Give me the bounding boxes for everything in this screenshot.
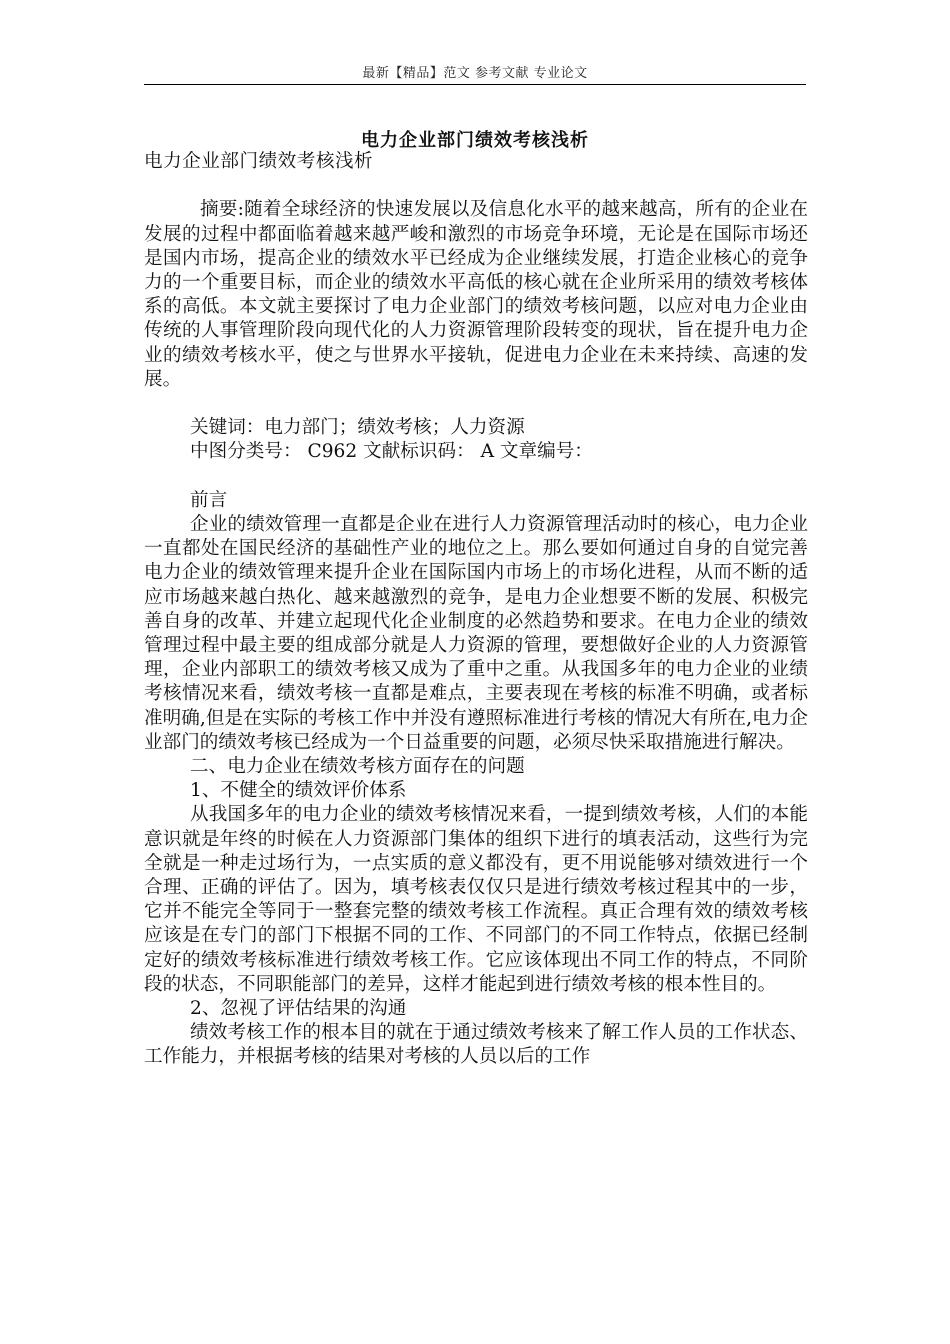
spacer	[144, 392, 808, 416]
preface-paragraph: 企业的绩效管理一直都是企业在进行人力资源管理活动时的核心，电力企业一直都处在国民经济的基础性产业的地位之上。那么要如何通过自身的自觉完善电力企业的绩效管理来提升企业在国际国内市场上的市场化进程，从而不断的适应市场越来越白热化、越来越激烈的竞争，是电力企业想要不断的发展、积极完善自身的改革、并建立起现代化企业制度的必然趋势和要求。在电力企业的绩效管理过程中最主要的组成部分就是人力资源的管理，要想做好企业的人力资源管理，企业内部职工的绩效考核又成为了重中之重。从我国多年的电力企业的业绩考核情况来看，绩效考核一直都是难点，主要表现在考核的标准不明确，或者标准明确,但是在实际的考核工作中并没有遵照标准进行考核的情况大有所在,电力企业部门的绩效考核已经成为一个日益重要的问题，必须尽快采取措施进行解决。	[144, 514, 808, 753]
keywords-line: 关键词：电力部门；绩效考核；人力资源	[190, 417, 525, 439]
section-2-heading: 二、电力企业在绩效考核方面存在的问题	[190, 756, 525, 778]
subsection-1-paragraph: 从我国多年的电力企业的绩效考核情况来看，一提到绩效考核，人们的本能意识就是年终的时候在人力资源部门集体的组织下进行的填表活动，这些行为完全就是一种走过场行为，一点实质的意义都没有，更不用说能够对绩效进行一个合理、正确的评估了。因为，填考核表仅仅只是进行绩效考核过程其中的一步，它并不能完全等同于一整套完整的绩效考核工作流程。真正合理有效的绩效考核应该是在专门的部门下根据不同的工作、不同部门的不同工作特点，依据已经制定好的绩效考核标准进行绩效考核工作。它应该体现出不同工作的特点，不同阶段的状态，不同职能部门的差异，这样才能起到进行绩效考核的根本性目的。	[144, 804, 808, 995]
subsection-2-heading: 2、忽视了评估结果的沟通	[190, 998, 407, 1020]
document-title: 电力企业部门绩效考核浅析	[361, 130, 589, 151]
spacer	[144, 174, 808, 198]
document-subtitle: 电力企业部门绩效考核浅析	[144, 151, 374, 172]
preface-heading: 前言	[190, 489, 228, 511]
abstract-paragraph: 摘要:随着全球经济的快速发展以及信息化水平的越来越高，所有的企业在发展的过程中都面临着越来越严峻和激烈的市场竞争环境，无论是在国际市场还是国内市场，提高企业的绩效水平已经成为企业继续发展，打造企业核心的竞争力的一个重要目标，而企业的绩效水平高低的核心就在企业所采用的绩效考核体系的高低。本文就主要探讨了电力企业部门的绩效考核问题，以应对电力企业由传统的人事管理阶段向现代化的人力资源管理阶段转变的现状，旨在提升电力企业的绩效考核水平，使之与世界水平接轨，促进电力企业在未来持续、高速的发展。	[144, 199, 808, 390]
page-header: 最新【精品】范文 参考文献 专业论文	[362, 66, 588, 81]
subsection-1-heading: 1、不健全的绩效评价体系	[190, 780, 407, 802]
spacer	[144, 465, 808, 489]
document-body	[144, 150, 808, 1070]
classification-line: 中图分类号： C962 文献标识码： A 文章编号：	[190, 441, 593, 463]
subsection-2-paragraph: 绩效考核工作的根本目的就在于通过绩效考核来了解工作人员的工作状态、工作能力，并根据考核的结果对考核的人员以后的工作	[144, 1022, 808, 1068]
header-rule	[144, 84, 806, 85]
